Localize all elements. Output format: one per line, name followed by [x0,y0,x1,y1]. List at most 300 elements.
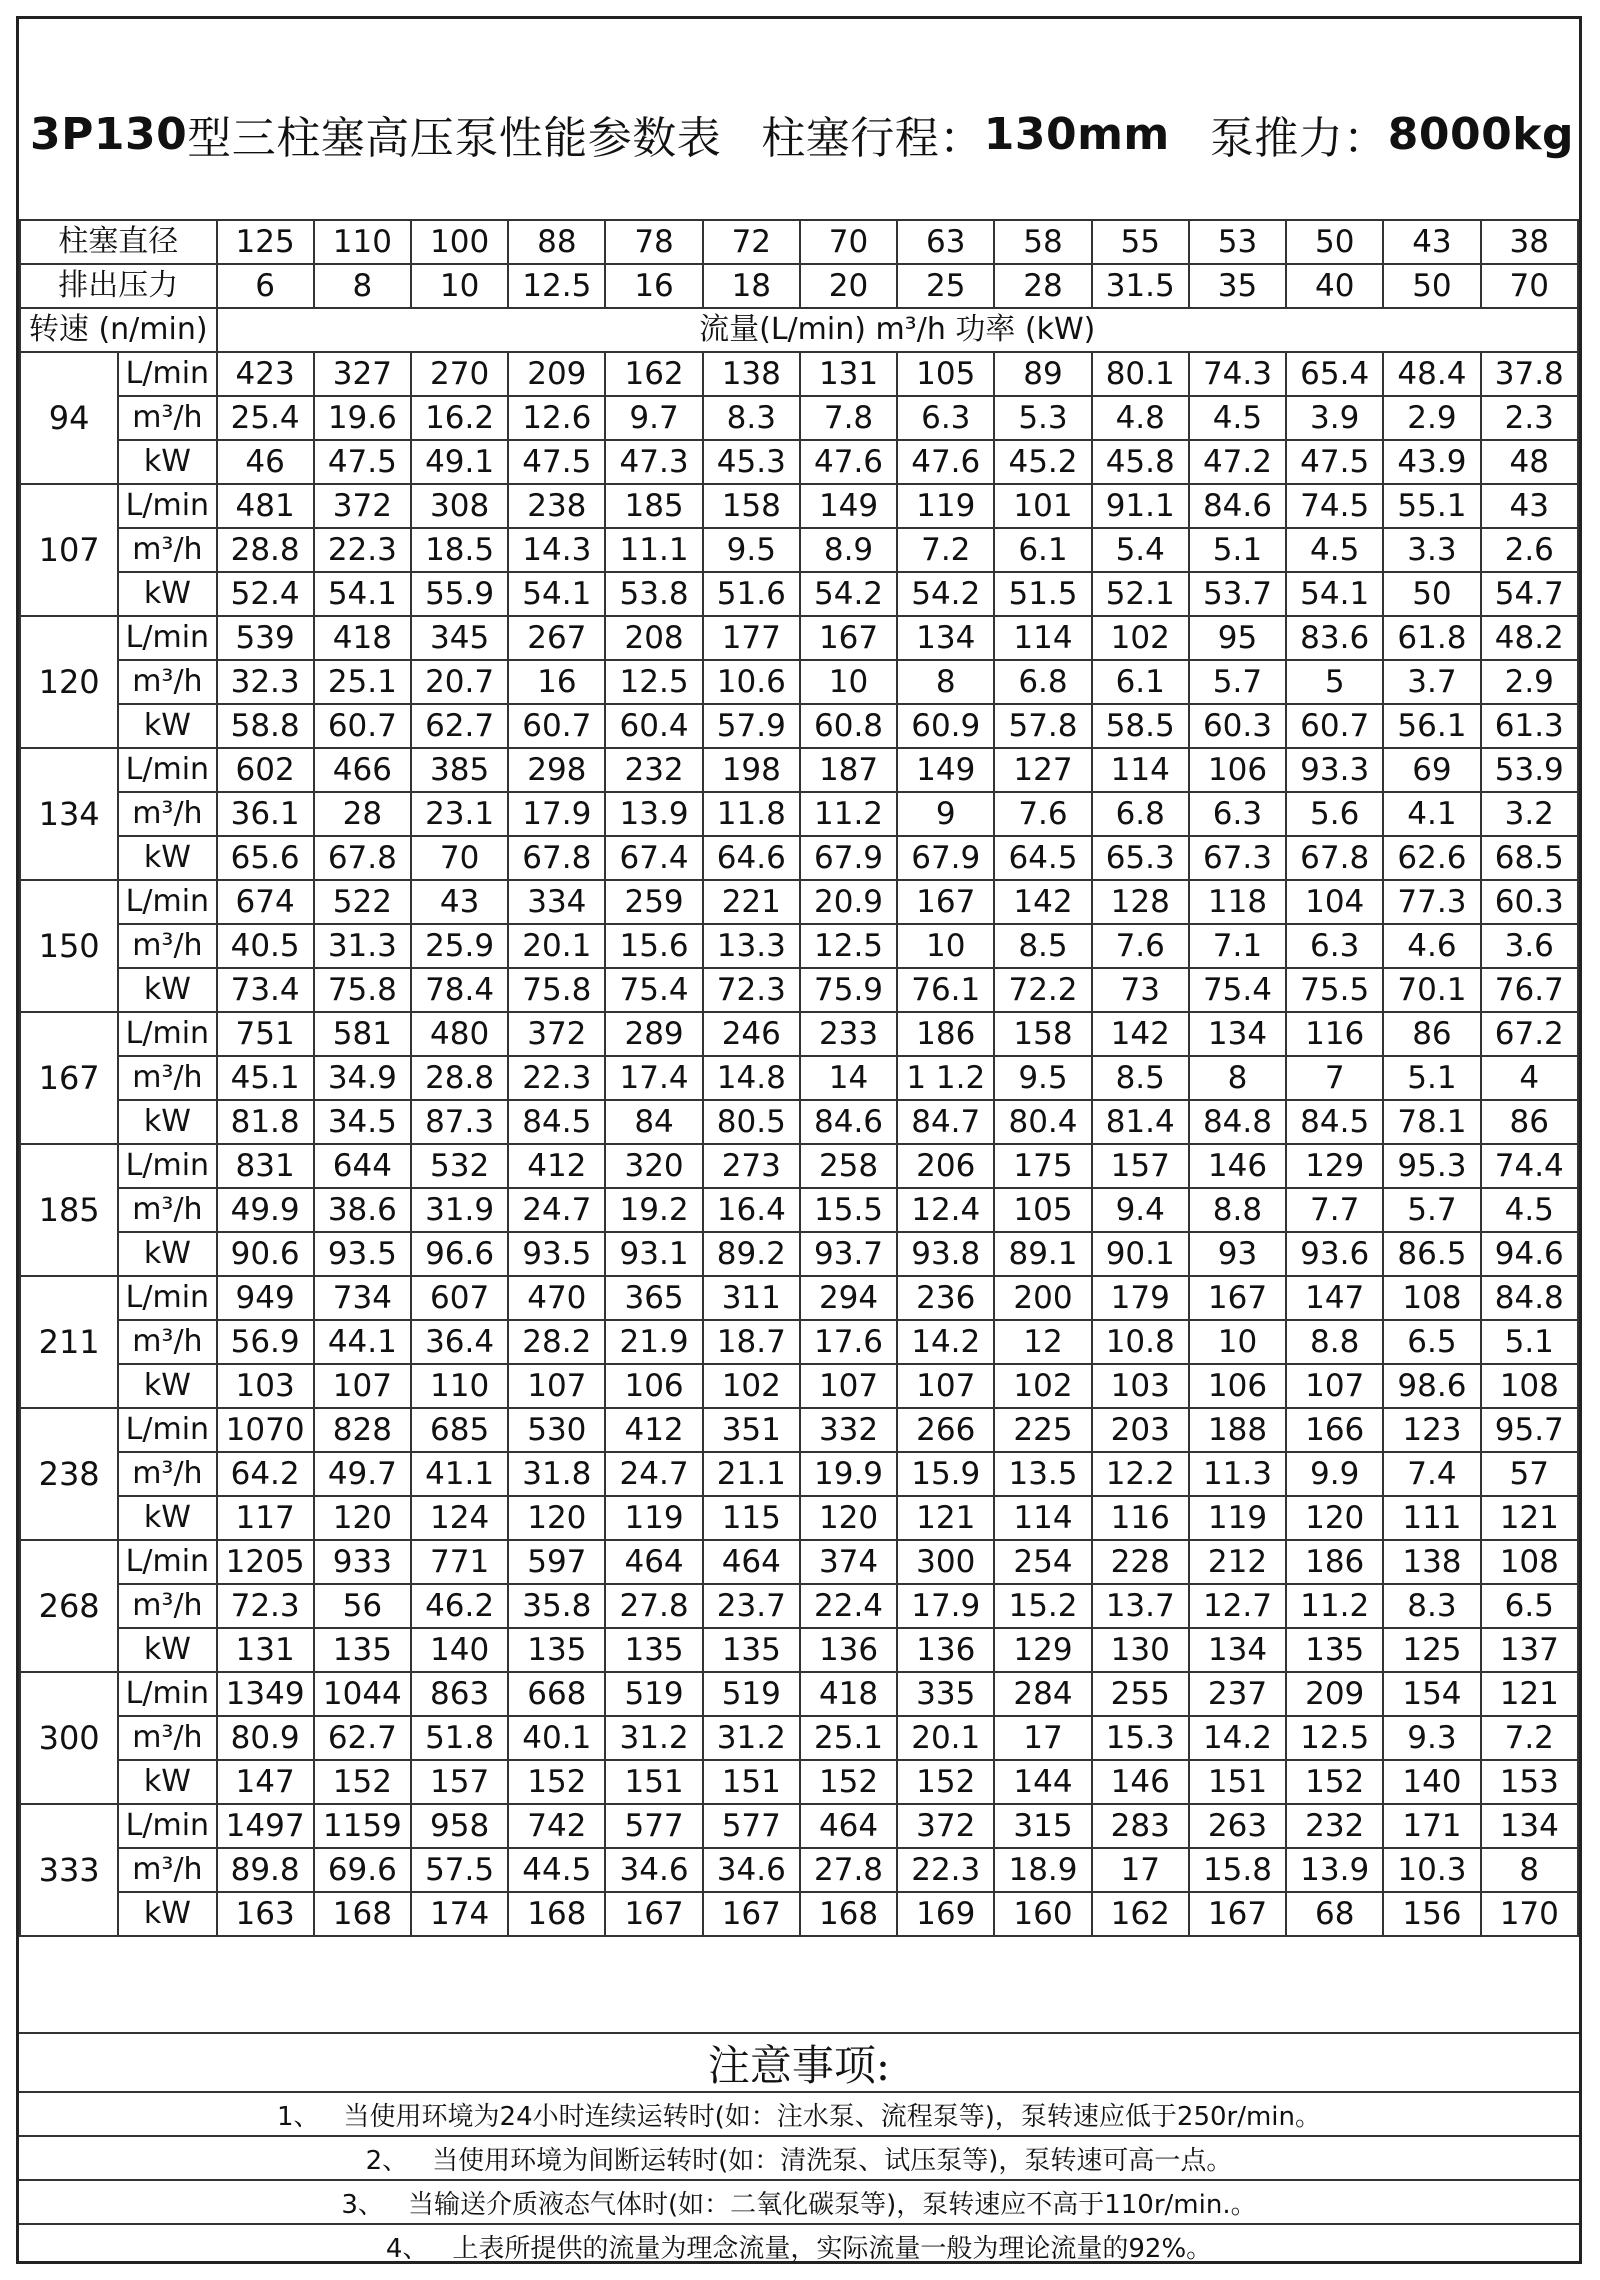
value-cell: 5.1 [1383,1056,1480,1100]
value-cell: 114 [994,1496,1091,1540]
table-row [20,880,1578,924]
value-cell: 108 [1383,1276,1480,1320]
value-cell: 64.5 [994,836,1091,880]
value-cell: 7.6 [994,792,1091,836]
value-cell: 15.5 [800,1188,897,1232]
value-cell: 6.3 [897,396,994,440]
value-cell: 149 [897,748,994,792]
value-cell: 385 [411,748,508,792]
value-cell: 147 [1286,1276,1383,1320]
value-cell: 14.2 [1189,1716,1286,1760]
value-cell: 80.1 [1092,352,1189,396]
value-cell: 129 [1286,1144,1383,1188]
value-cell: 6.1 [994,528,1091,572]
value-cell: 75.8 [314,968,411,1012]
value-cell: 8.8 [1189,1188,1286,1232]
value-cell: 470 [508,1276,605,1320]
value-cell: 9.3 [1383,1716,1480,1760]
value-cell: 53.9 [1481,748,1578,792]
value-cell: 90.6 [217,1232,314,1276]
value-cell: 93.1 [605,1232,702,1276]
value-cell: 208 [605,616,702,660]
value-cell: 163 [217,1892,314,1936]
value-cell: 84.8 [1481,1276,1578,1320]
value-cell: 28 [314,792,411,836]
value-cell: 95.3 [1383,1144,1480,1188]
value-cell: 13.7 [1092,1584,1189,1628]
table-row [20,352,1578,396]
value-cell: 74.3 [1189,352,1286,396]
value-cell: 22.3 [508,1056,605,1100]
value-cell: 119 [1189,1496,1286,1540]
table-row [20,1144,1578,1188]
speed-header-row [20,308,1578,352]
value-cell: 15.9 [897,1452,994,1496]
value-cell: 17 [994,1716,1091,1760]
note-number: 1、 [276,2101,320,2132]
value-cell: 6.3 [1286,924,1383,968]
value-cell: 4.6 [1383,924,1480,968]
value-cell: 185 [605,484,702,528]
value-cell: 83.6 [1286,616,1383,660]
value-cell: 209 [1286,1672,1383,1716]
value-cell: 111 [1383,1496,1480,1540]
value-cell: 54.7 [1481,572,1578,616]
value-cell: 2.9 [1383,396,1480,440]
value-cell: 120 [508,1496,605,1540]
value-cell: 258 [800,1144,897,1188]
value-cell: 14.8 [703,1056,800,1100]
value-cell: 464 [605,1540,702,1584]
value-cell: 116 [1092,1496,1189,1540]
value-cell: 2.6 [1481,528,1578,572]
value-cell: 1159 [314,1804,411,1848]
value-cell: 532 [411,1144,508,1188]
value-cell: 101 [994,484,1091,528]
speed-label: 转速 (n/min) [20,308,217,352]
unit-cell: kW [118,440,216,484]
value-cell: 31.2 [703,1716,800,1760]
value-cell: 149 [800,484,897,528]
value-cell: 8 [897,660,994,704]
value-cell: 65.4 [1286,352,1383,396]
value-cell: 115 [703,1496,800,1540]
value-cell: 327 [314,352,411,396]
value-cell: 108 [1481,1540,1578,1584]
rpm-cell: 167 [20,1012,118,1144]
value-cell: 76.7 [1481,968,1578,1012]
value-cell: 146 [1189,1144,1286,1188]
value-cell: 374 [800,1540,897,1584]
value-cell: 93.8 [897,1232,994,1276]
diameter-row [20,220,1578,264]
value-cell: 72.2 [994,968,1091,1012]
value-cell: 17.9 [897,1584,994,1628]
value-cell: 75.8 [508,968,605,1012]
pressure-cell: 35 [1189,264,1286,308]
value-cell: 22.4 [800,1584,897,1628]
value-cell: 167 [605,1892,702,1936]
units-header: 流量(L/min) m³/h 功率 (kW) [217,308,1579,352]
value-cell: 10 [897,924,994,968]
value-cell: 365 [605,1276,702,1320]
value-cell: 67.2 [1481,1012,1578,1056]
unit-cell: L/min [118,880,216,924]
value-cell: 6.5 [1383,1320,1480,1364]
value-cell: 18.9 [994,1848,1091,1892]
value-cell: 32.3 [217,660,314,704]
unit-cell: kW [118,1892,216,1936]
rpm-cell: 120 [20,616,118,748]
value-cell: 668 [508,1672,605,1716]
value-cell: 734 [314,1276,411,1320]
value-cell: 67.4 [605,836,702,880]
unit-cell: kW [118,704,216,748]
value-cell: 31.2 [605,1716,702,1760]
value-cell: 8.9 [800,528,897,572]
value-cell: 232 [1286,1804,1383,1848]
value-cell: 154 [1383,1672,1480,1716]
value-cell: 412 [508,1144,605,1188]
value-cell: 48 [1481,440,1578,484]
value-cell: 644 [314,1144,411,1188]
value-cell: 4.5 [1481,1188,1578,1232]
value-cell: 167 [800,616,897,660]
value-cell: 418 [314,616,411,660]
value-cell: 7.4 [1383,1452,1480,1496]
value-cell: 464 [800,1804,897,1848]
value-cell: 116 [1286,1012,1383,1056]
table-row [20,572,1578,616]
value-cell: 69.6 [314,1848,411,1892]
note-text: 上表所提供的流量为理念流量，实际流量一般为理论流量的92%。 [452,2233,1213,2264]
value-cell: 158 [994,1012,1091,1056]
value-cell: 221 [703,880,800,924]
value-cell: 60.7 [1286,704,1383,748]
value-cell: 228 [1092,1540,1189,1584]
unit-cell: m³/h [118,1452,216,1496]
value-cell: 137 [1481,1628,1578,1672]
value-cell: 93.7 [800,1232,897,1276]
value-cell: 267 [508,616,605,660]
unit-cell: L/min [118,1540,216,1584]
value-cell: 107 [1286,1364,1383,1408]
value-cell: 259 [605,880,702,924]
value-cell: 107 [314,1364,411,1408]
value-cell: 15.8 [1189,1848,1286,1892]
value-cell: 3.7 [1383,660,1480,704]
value-cell: 13.9 [1286,1848,1383,1892]
value-cell: 131 [800,352,897,396]
value-cell: 12.2 [1092,1452,1189,1496]
value-cell: 31.3 [314,924,411,968]
table-row [20,704,1578,748]
value-cell: 120 [1286,1496,1383,1540]
title-model: 3P130 [30,108,188,160]
value-cell: 70 [411,836,508,880]
value-cell: 6.8 [1092,792,1189,836]
value-cell: 16 [508,660,605,704]
value-cell: 522 [314,880,411,924]
table-row [20,1892,1578,1936]
value-cell: 45.2 [994,440,1091,484]
unit-cell: m³/h [118,1716,216,1760]
value-cell: 105 [994,1188,1091,1232]
value-cell: 31.9 [411,1188,508,1232]
value-cell: 53.7 [1189,572,1286,616]
value-cell: 20.7 [411,660,508,704]
value-cell: 206 [897,1144,994,1188]
value-cell: 93.6 [1286,1232,1383,1276]
value-cell: 135 [314,1628,411,1672]
title-description: 型三柱塞高压泵性能参数表 [187,113,722,164]
value-cell: 60.4 [605,704,702,748]
value-cell: 255 [1092,1672,1189,1716]
value-cell: 17 [1092,1848,1189,1892]
value-cell: 10 [1189,1320,1286,1364]
value-cell: 12 [994,1320,1091,1364]
value-cell: 34.5 [314,1100,411,1144]
value-cell: 80.9 [217,1716,314,1760]
value-cell: 95.7 [1481,1408,1578,1452]
notes-title: 注意事项: [707,2041,891,2090]
value-cell: 25.4 [217,396,314,440]
value-cell: 5.7 [1383,1188,1480,1232]
value-cell: 51.6 [703,572,800,616]
value-cell: 54.1 [314,572,411,616]
rpm-cell: 300 [20,1672,118,1804]
value-cell: 5.7 [1189,660,1286,704]
value-cell: 345 [411,616,508,660]
value-cell: 89.8 [217,1848,314,1892]
value-cell: 169 [897,1892,994,1936]
value-cell: 102 [1092,616,1189,660]
value-cell: 5.6 [1286,792,1383,836]
value-cell: 146 [1092,1760,1189,1804]
value-cell: 152 [314,1760,411,1804]
value-cell: 61.8 [1383,616,1480,660]
value-cell: 315 [994,1804,1091,1848]
value-cell: 246 [703,1012,800,1056]
value-cell: 464 [703,1540,800,1584]
value-cell: 86 [1481,1100,1578,1144]
value-cell: 65.6 [217,836,314,880]
value-cell: 6.1 [1092,660,1189,704]
value-cell: 121 [897,1496,994,1540]
value-cell: 28.8 [411,1056,508,1100]
value-cell: 104 [1286,880,1383,924]
value-cell: 949 [217,1276,314,1320]
value-cell: 5.4 [1092,528,1189,572]
value-cell: 69 [1383,748,1480,792]
value-cell: 67.8 [314,836,411,880]
value-cell: 47.2 [1189,440,1286,484]
diameter-cell: 43 [1383,220,1480,264]
value-cell: 107 [508,1364,605,1408]
value-cell: 12.6 [508,396,605,440]
value-cell: 80.4 [994,1100,1091,1144]
note-item [19,2135,1579,2179]
value-cell: 117 [217,1496,314,1540]
value-cell: 62.6 [1383,836,1480,880]
value-cell: 105 [897,352,994,396]
value-cell: 142 [994,880,1091,924]
value-cell: 138 [1383,1540,1480,1584]
value-cell: 13.5 [994,1452,1091,1496]
value-cell: 177 [703,616,800,660]
value-cell: 41.1 [411,1452,508,1496]
value-cell: 188 [1189,1408,1286,1452]
value-cell: 1 1.2 [897,1056,994,1100]
value-cell: 127 [994,748,1091,792]
value-cell: 334 [508,880,605,924]
value-cell: 103 [217,1364,314,1408]
value-cell: 294 [800,1276,897,1320]
value-cell: 14.3 [508,528,605,572]
value-cell: 152 [897,1760,994,1804]
value-cell: 170 [1481,1892,1578,1936]
value-cell: 64.6 [703,836,800,880]
value-cell: 15.3 [1092,1716,1189,1760]
value-cell: 47.5 [314,440,411,484]
value-cell: 73.4 [217,968,314,1012]
table-row [20,748,1578,792]
value-cell: 209 [508,352,605,396]
value-cell: 351 [703,1408,800,1452]
table-row [20,792,1578,836]
value-cell: 11.8 [703,792,800,836]
value-cell: 8.3 [703,396,800,440]
value-cell: 8.5 [1092,1056,1189,1100]
note-number: 2、 [365,2145,409,2176]
value-cell: 186 [897,1012,994,1056]
value-cell: 9.5 [703,528,800,572]
value-cell: 78.1 [1383,1100,1480,1144]
note-number: 3、 [341,2189,384,2220]
pressure-cell: 28 [994,264,1091,308]
value-cell: 56.1 [1383,704,1480,748]
value-cell: 134 [1189,1628,1286,1672]
value-cell: 167 [703,1892,800,1936]
table-row [20,1232,1578,1276]
value-cell: 1497 [217,1804,314,1848]
value-cell: 107 [800,1364,897,1408]
value-cell: 254 [994,1540,1091,1584]
table-row [20,836,1578,880]
value-cell: 5.1 [1189,528,1286,572]
value-cell: 45.3 [703,440,800,484]
value-cell: 67.9 [897,836,994,880]
value-cell: 200 [994,1276,1091,1320]
stroke-label: 柱塞行程： [761,113,984,164]
rpm-cell: 94 [20,352,118,484]
unit-cell: L/min [118,616,216,660]
pressure-cell: 40 [1286,264,1383,308]
pressure-cell: 8 [314,264,411,308]
table-row [20,440,1578,484]
value-cell: 103 [1092,1364,1189,1408]
unit-cell: m³/h [118,792,216,836]
value-cell: 136 [800,1628,897,1672]
diameter-cell: 72 [703,220,800,264]
value-cell: 21.9 [605,1320,702,1364]
value-cell: 49.9 [217,1188,314,1232]
value-cell: 140 [1383,1760,1480,1804]
value-cell: 175 [994,1144,1091,1188]
diameter-cell: 50 [1286,220,1383,264]
value-cell: 80.5 [703,1100,800,1144]
unit-cell: L/min [118,1012,216,1056]
note-text: 当使用环境为24小时连续运转时(如：注水泵、流程泵等)，泵转速应低于250r/min。 [343,2101,1322,2132]
value-cell: 238 [508,484,605,528]
table-row [20,924,1578,968]
value-cell: 48.2 [1481,616,1578,660]
value-cell: 481 [217,484,314,528]
value-cell: 67.8 [1286,836,1383,880]
value-cell: 114 [994,616,1091,660]
value-cell: 12.5 [605,660,702,704]
unit-cell: kW [118,1232,216,1276]
value-cell: 25.1 [800,1716,897,1760]
value-cell: 74.4 [1481,1144,1578,1188]
value-cell: 81.8 [217,1100,314,1144]
value-cell: 2.9 [1481,660,1578,704]
unit-cell: L/min [118,1804,216,1848]
value-cell: 171 [1383,1804,1480,1848]
pressure-cell: 70 [1481,264,1578,308]
value-cell: 131 [217,1628,314,1672]
value-cell: 152 [800,1760,897,1804]
value-cell: 168 [314,1892,411,1936]
table-row [20,1496,1578,1540]
unit-cell: L/min [118,1144,216,1188]
value-cell: 90.1 [1092,1232,1189,1276]
value-cell: 121 [1481,1496,1578,1540]
value-cell: 22.3 [314,528,411,572]
value-cell: 1044 [314,1672,411,1716]
value-cell: 31.8 [508,1452,605,1496]
unit-cell: m³/h [118,1320,216,1364]
value-cell: 187 [800,748,897,792]
table-row [20,1364,1578,1408]
value-cell: 89 [994,352,1091,396]
pressure-cell: 18 [703,264,800,308]
value-cell: 22.3 [897,1848,994,1892]
value-cell: 298 [508,748,605,792]
page-title [19,79,1585,189]
value-cell: 62.7 [314,1716,411,1760]
note-text: 当输送介质液态气体时(如：二氧化碳泵等)，泵转速应不高于110r/min.。 [407,2189,1257,2220]
value-cell: 17.4 [605,1056,702,1100]
value-cell: 203 [1092,1408,1189,1452]
diameter-cell: 55 [1092,220,1189,264]
rpm-cell: 107 [20,484,118,616]
value-cell: 34.6 [605,1848,702,1892]
value-cell: 8.8 [1286,1320,1383,1364]
value-cell: 123 [1383,1408,1480,1452]
table-row [20,528,1578,572]
pressure-cell: 31.5 [1092,264,1189,308]
value-cell: 84.7 [897,1100,994,1144]
value-cell: 23.1 [411,792,508,836]
unit-cell: L/min [118,1276,216,1320]
value-cell: 751 [217,1012,314,1056]
value-cell: 56.9 [217,1320,314,1364]
unit-cell: kW [118,1496,216,1540]
diameter-cell: 110 [314,220,411,264]
value-cell: 121 [1481,1672,1578,1716]
value-cell: 539 [217,616,314,660]
